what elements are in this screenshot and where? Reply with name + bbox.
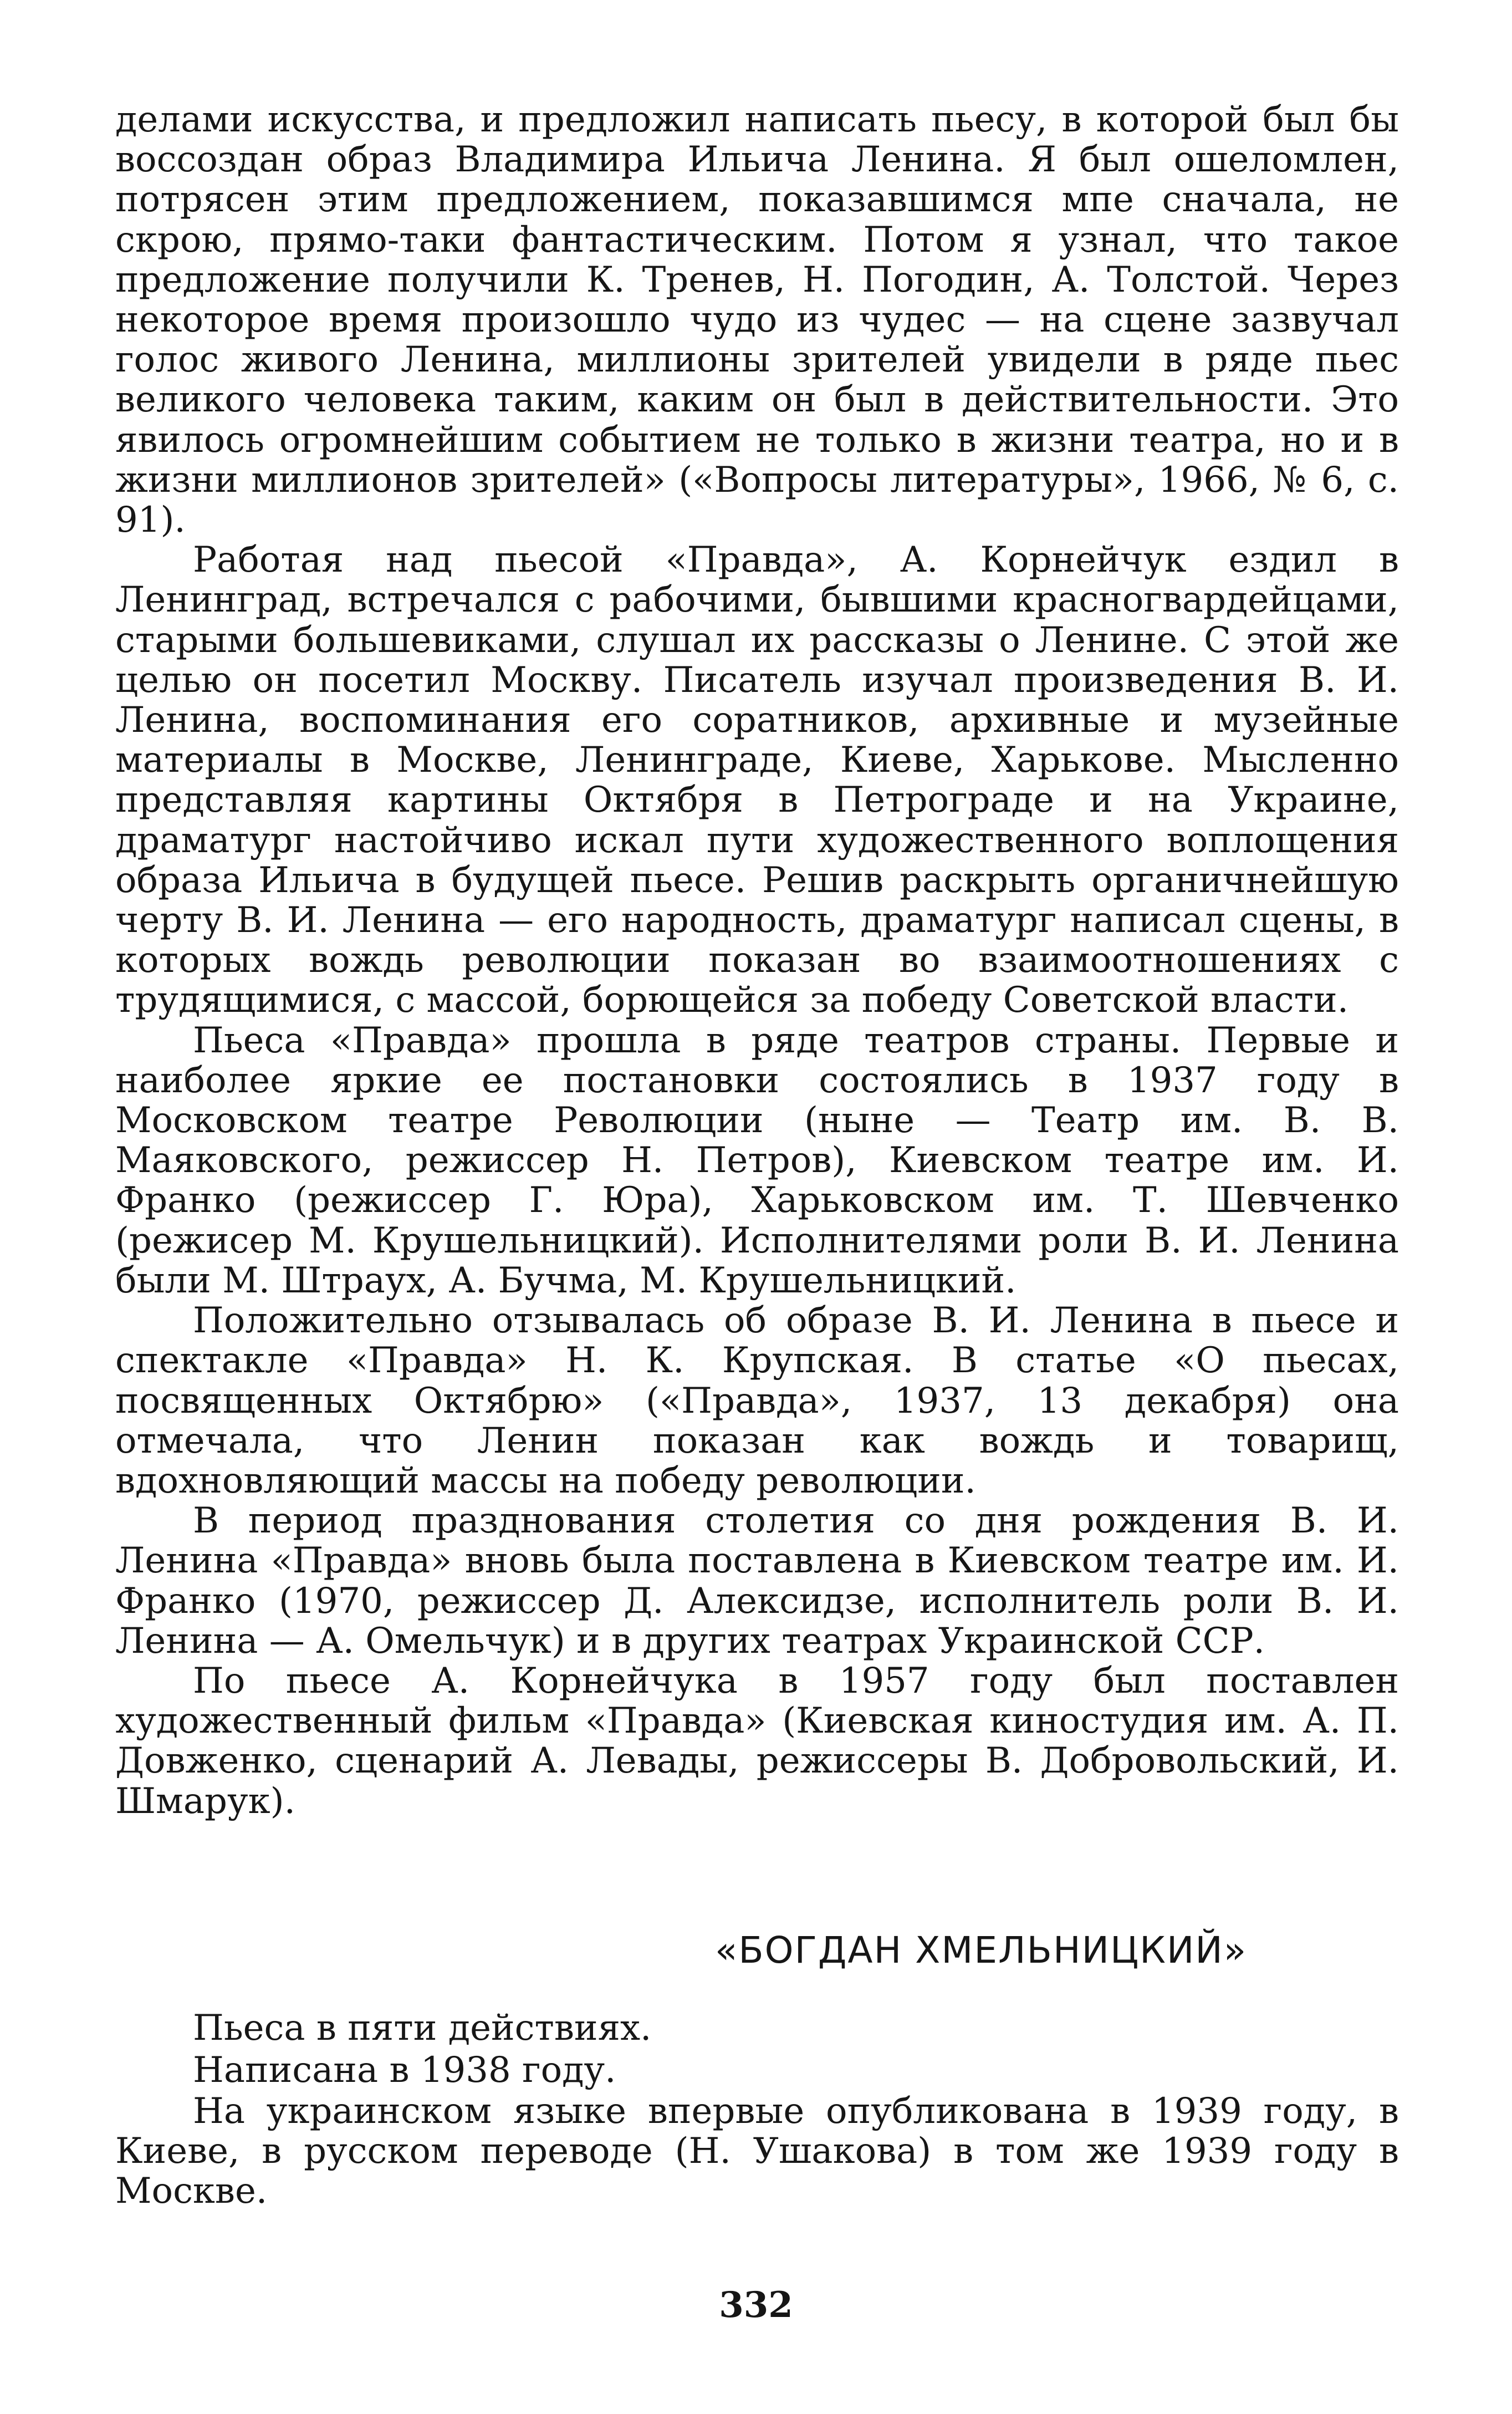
paragraph-quote-continuation: делами искусства, и предложил написать пьесу, в которой был бы воссоздан образ Владимира Ильича Ленина. Я был ошеломлен, потрясен этим предложением, показавшимся мпе сначала, не скрою, прямо-таки фантастическим. Потом я узнал, что такое предложение получили К. Тренев, Н. Погодин, А. Толстой. Через некоторое время произошло чудо из чудес — на сцене зазвучал голос живого Ленина, миллионы зрителей увидели в ряде пьес великого человека таким, каким он был в действительности. Это явилось огромнейшим событием не только в жизни театра, но и в жизни миллионов зрителей» («Вопросы литературы», 1966, № 6, с. 91). <box>115 99 1399 541</box>
section-line-written: Написана в 1938 году. <box>193 2050 616 2091</box>
page-number: 332 <box>719 2284 793 2326</box>
paragraph-film: По пьесе А. Корнейчука в 1957 году был поставлен художественный фильм «Правда» (Киевская киностудия им. А. П. Довженко, сценарий А. Левады, режиссеры В. Добровольский, И. Шмарук). <box>115 1660 1399 1822</box>
section-body <box>115 2007 1399 2212</box>
section-heading: «БОГДАН ХМЕЛЬНИЦКИЙ» <box>715 1929 1248 1972</box>
paragraph-centenary: В период празднования столетия со дня рождения В. И. Ленина «Правда» вновь была поставлена в Киевском театре им. И. Франко (1970, режиссер Д. Алексидзе, исполнитель роли В. И. Ленина — А. Омельчук) и в других театрах Украинской ССР. <box>115 1500 1399 1662</box>
section-paragraph-publication: На украинском языке впервые опубликована в 1939 году, в Киеве, в русском переводе (Н. Ушакова) в том же 1939 году в Москве. <box>115 2091 1399 2212</box>
paragraph-work-on-play: Работая над пьесой «Правда», А. Корнейчук ездил в Ленинград, встречался с рабочими, бывшими красногвардейцами, старыми большевиками, слушал их рассказы о Ленине. С этой же целью он посетил Москву. Писатель изучал произведения В. И. Ленина, воспоминания его соратников, архивные и музейные материалы в Москве, Ленинграде, Киеве, Харькове. Мысленно представляя картины Октября в Петрограде и на Украине, драматург настойчиво искал пути художественного воплощения образа Ильича в будущей пьесе. Решив раскрыть органичнейшую черту В. И. Ленина — его народность, драматург написал сцены, в которых вождь революции показан во взаимоотношениях с трудящимися, с массой, борющейся за победу Советской власти. <box>115 539 1399 1021</box>
section-line-acts: Пьеса в пяти действиях. <box>193 2008 652 2049</box>
paragraph-krupskaya: Положительно отзывалась об образе В. И. Ленина в пьесе и спектакле «Правда» Н. К. Крупская. В статье «О пьесах, посвященных Октябрю» («Правда», 1937, 13 декабря) она отмечала, что Ленин показан как вождь и товарищ, вдохновляющий массы на победу революции. <box>115 1300 1399 1501</box>
paragraph-productions: Пьеса «Правда» прошла в ряде театров страны. Первые и наиболее яркие ее постановки состоялись в 1937 году в Московском театре Революции (ныне — Театр им. В. В. Маяковского, режиссер Н. Петров), Киевском театре им. И. Франко (режиссер Г. Юра), Харьковском им. Т. Шевченко (режисер М. Крушельницкий). Исполнителями роли В. И. Ленина были М. Штраух, А. Бучма, М. Крушельницкий. <box>115 1020 1399 1301</box>
page-body <box>115 100 1399 1821</box>
